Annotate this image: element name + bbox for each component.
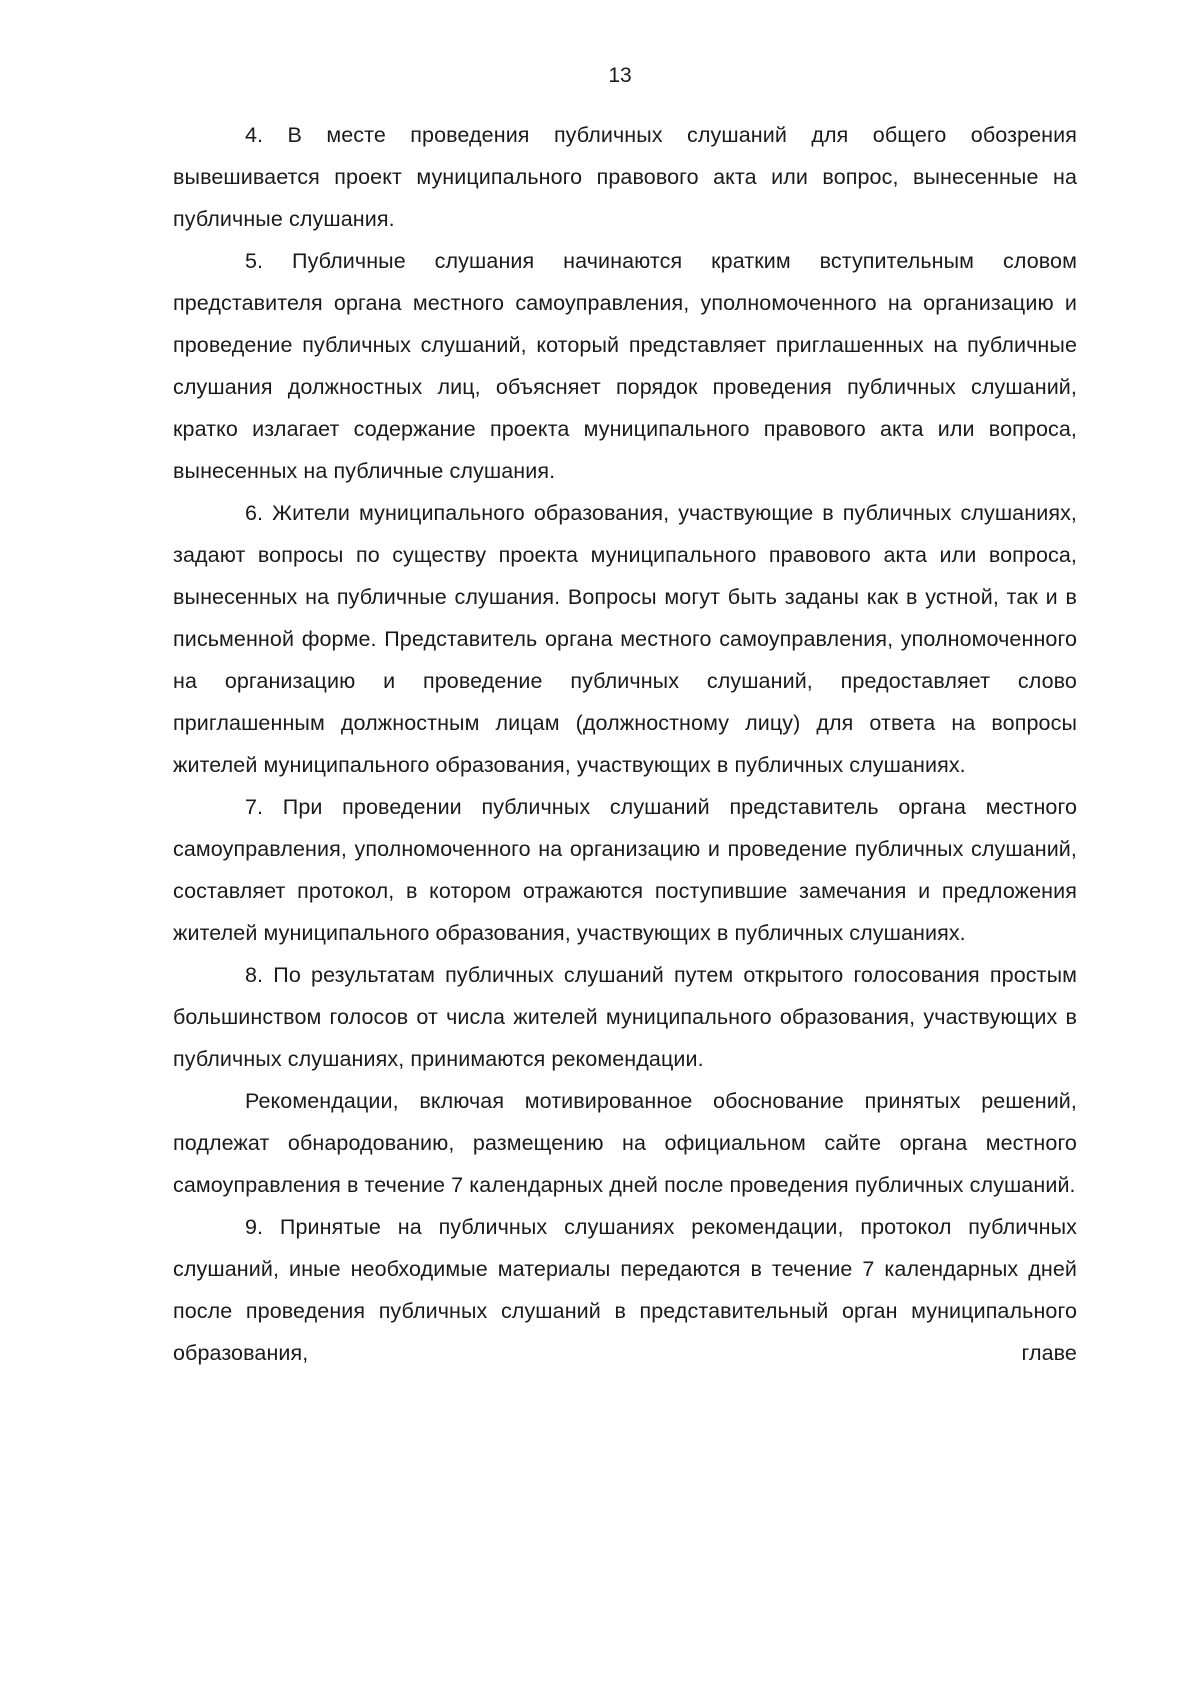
paragraph-4: 4. В месте проведения публичных слушаний для общего обозрения вывешивается проект муниципального правового акта или вопрос, вынесенные на публичные слушания. (173, 123, 1077, 231)
paragraph-6: 6. Жители муниципального образования, участвующие в публичных слушаниях, задают вопросы по существу проекта муниципального правового акта или вопроса, вынесенных на публичные слушания. Вопросы могут быть заданы как в устной, так и в письменной форме. Представитель органа местного самоуправления, уполномоченного на организацию и проведение публичных слушаний, предоставляет слово приглашенным должностным лицам (должностному лицу) для ответа на вопросы жителей муниципального образования, участвующих в публичных слушаниях. (173, 501, 1077, 777)
paragraph-7: 7. При проведении публичных слушаний представитель органа местного самоуправления, уполномоченного на организацию и проведение публичных слушаний, составляет протокол, в котором отражаются поступившие замечания и предложения жителей муниципального образования, участвующих в публичных слушаниях. (173, 795, 1077, 945)
paragraph-recommendations: Рекомендации, включая мотивированное обоснование принятых решений, подлежат обнародованию, размещению на официальном сайте органа местного самоуправления в течение 7 календарных дней после проведения публичных слушаний. (173, 1089, 1077, 1197)
page-number: 13 (608, 64, 632, 87)
paragraph-9: 9. Принятые на публичных слушаниях рекомендации, протокол публичных слушаний, иные необходимые материалы передаются в течение 7 календарных дней после проведения публичных слушаний в представительный орган муниципального образования, главе (173, 1215, 1077, 1365)
document-body (173, 114, 1077, 1374)
paragraph-8: 8. По результатам публичных слушаний путем открытого голосования простым большинством голосов от числа жителей муниципального образования, участвующих в публичных слушаниях, принимаются рекомендации. (173, 963, 1077, 1071)
paragraph-5: 5. Публичные слушания начинаются кратким вступительным словом представителя органа местного самоуправления, уполномоченного на организацию и проведение публичных слушаний, который представляет приглашенных на публичные слушания должностных лиц, объясняет порядок проведения публичных слушаний, кратко излагает содержание проекта муниципального правового акта или вопроса, вынесенных на публичные слушания. (173, 249, 1077, 483)
